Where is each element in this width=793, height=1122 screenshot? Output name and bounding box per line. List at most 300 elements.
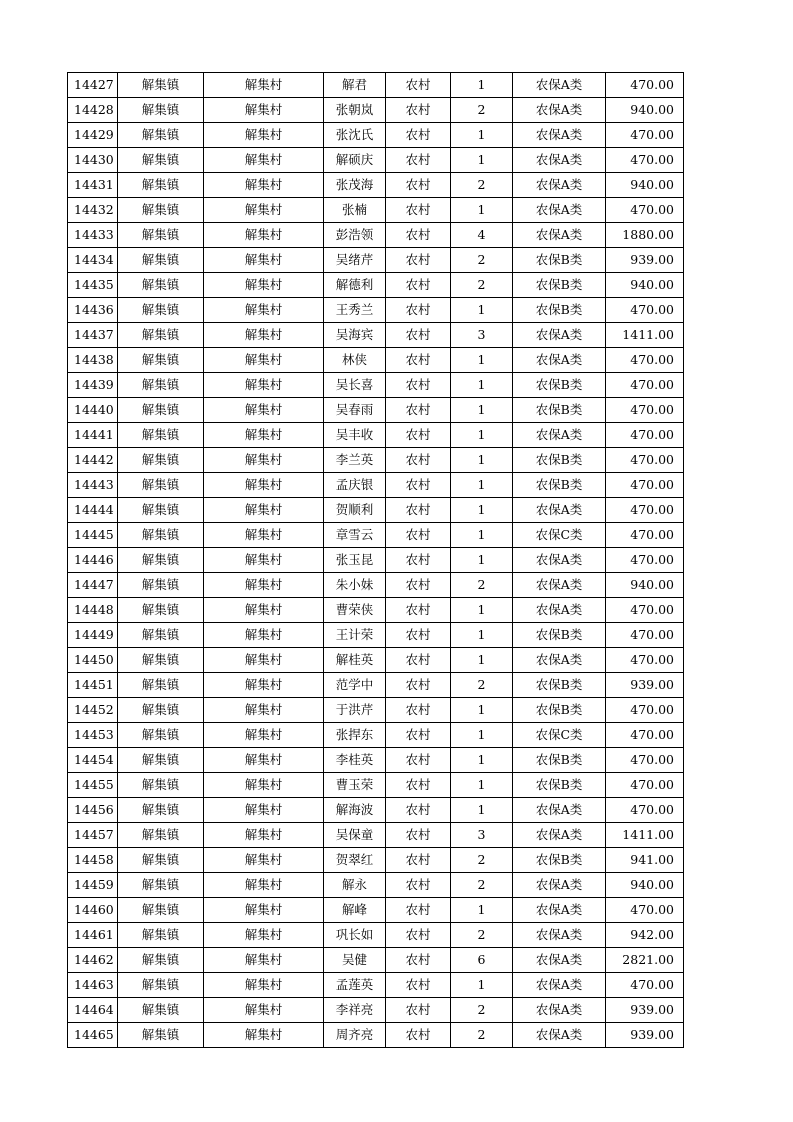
village-cell: 解集村 — [204, 573, 324, 598]
household-count-cell: 1 — [451, 748, 513, 773]
area-type-cell: 农村 — [386, 723, 451, 748]
record-id-cell: 14427 — [68, 73, 118, 98]
name-cell: 曹玉荣 — [324, 773, 386, 798]
table-row — [68, 848, 684, 873]
household-count-cell: 1 — [451, 973, 513, 998]
insurance-category-cell: 农保A类 — [513, 823, 606, 848]
town-cell: 解集镇 — [118, 673, 204, 698]
household-count-cell: 2 — [451, 273, 513, 298]
village-cell: 解集村 — [204, 373, 324, 398]
record-id-cell: 14432 — [68, 198, 118, 223]
area-type-cell: 农村 — [386, 323, 451, 348]
town-cell: 解集镇 — [118, 773, 204, 798]
table-row — [68, 573, 684, 598]
insurance-category-cell: 农保B类 — [513, 698, 606, 723]
household-count-cell: 1 — [451, 548, 513, 573]
household-count-cell: 1 — [451, 498, 513, 523]
name-cell: 吴长喜 — [324, 373, 386, 398]
amount-cell: 940.00 — [606, 173, 684, 198]
village-cell: 解集村 — [204, 798, 324, 823]
record-id-cell: 14455 — [68, 773, 118, 798]
insurance-category-cell: 农保A类 — [513, 223, 606, 248]
table-row — [68, 648, 684, 673]
table-row — [68, 948, 684, 973]
area-type-cell: 农村 — [386, 148, 451, 173]
insurance-category-cell: 农保B类 — [513, 773, 606, 798]
amount-cell: 941.00 — [606, 848, 684, 873]
record-id-cell: 14429 — [68, 123, 118, 148]
town-cell: 解集镇 — [118, 898, 204, 923]
record-id-cell: 14442 — [68, 448, 118, 473]
household-count-cell: 1 — [451, 373, 513, 398]
town-cell: 解集镇 — [118, 948, 204, 973]
town-cell: 解集镇 — [118, 798, 204, 823]
town-cell: 解集镇 — [118, 548, 204, 573]
village-cell: 解集村 — [204, 298, 324, 323]
table-row — [68, 723, 684, 748]
insurance-category-cell: 农保A类 — [513, 998, 606, 1023]
amount-cell: 470.00 — [606, 498, 684, 523]
amount-cell: 470.00 — [606, 698, 684, 723]
record-id-cell: 14438 — [68, 348, 118, 373]
amount-cell: 470.00 — [606, 198, 684, 223]
insurance-category-cell: 农保A类 — [513, 323, 606, 348]
town-cell: 解集镇 — [118, 923, 204, 948]
insurance-category-cell: 农保A类 — [513, 348, 606, 373]
name-cell: 解桂英 — [324, 648, 386, 673]
area-type-cell: 农村 — [386, 598, 451, 623]
table-row — [68, 198, 684, 223]
record-id-cell: 14449 — [68, 623, 118, 648]
table-row — [68, 298, 684, 323]
insurance-category-cell: 农保A类 — [513, 173, 606, 198]
village-cell: 解集村 — [204, 198, 324, 223]
insurance-category-cell: 农保A类 — [513, 898, 606, 923]
town-cell: 解集镇 — [118, 248, 204, 273]
village-cell: 解集村 — [204, 73, 324, 98]
table-row — [68, 123, 684, 148]
town-cell: 解集镇 — [118, 273, 204, 298]
amount-cell: 470.00 — [606, 798, 684, 823]
town-cell: 解集镇 — [118, 1023, 204, 1048]
insurance-category-cell: 农保A类 — [513, 798, 606, 823]
table-row — [68, 398, 684, 423]
village-cell: 解集村 — [204, 873, 324, 898]
amount-cell: 940.00 — [606, 873, 684, 898]
amount-cell: 470.00 — [606, 448, 684, 473]
household-count-cell: 1 — [451, 398, 513, 423]
table-row — [68, 998, 684, 1023]
amount-cell: 939.00 — [606, 998, 684, 1023]
name-cell: 解永 — [324, 873, 386, 898]
area-type-cell: 农村 — [386, 123, 451, 148]
name-cell: 李祥亮 — [324, 998, 386, 1023]
area-type-cell: 农村 — [386, 398, 451, 423]
household-count-cell: 1 — [451, 648, 513, 673]
amount-cell: 470.00 — [606, 598, 684, 623]
insurance-category-cell: 农保A类 — [513, 598, 606, 623]
amount-cell: 470.00 — [606, 523, 684, 548]
village-cell: 解集村 — [204, 148, 324, 173]
name-cell: 张捍东 — [324, 723, 386, 748]
household-count-cell: 3 — [451, 823, 513, 848]
record-id-cell: 14436 — [68, 298, 118, 323]
village-cell: 解集村 — [204, 848, 324, 873]
area-type-cell: 农村 — [386, 298, 451, 323]
town-cell: 解集镇 — [118, 323, 204, 348]
amount-cell: 470.00 — [606, 398, 684, 423]
name-cell: 张茂海 — [324, 173, 386, 198]
record-id-cell: 14445 — [68, 523, 118, 548]
village-cell: 解集村 — [204, 823, 324, 848]
village-cell: 解集村 — [204, 948, 324, 973]
record-id-cell: 14435 — [68, 273, 118, 298]
table-row — [68, 1023, 684, 1048]
town-cell: 解集镇 — [118, 198, 204, 223]
town-cell: 解集镇 — [118, 373, 204, 398]
area-type-cell: 农村 — [386, 898, 451, 923]
name-cell: 巩长如 — [324, 923, 386, 948]
amount-cell: 470.00 — [606, 973, 684, 998]
amount-cell: 470.00 — [606, 623, 684, 648]
amount-cell: 470.00 — [606, 723, 684, 748]
town-cell: 解集镇 — [118, 748, 204, 773]
name-cell: 张楠 — [324, 198, 386, 223]
record-id-cell: 14441 — [68, 423, 118, 448]
name-cell: 李桂英 — [324, 748, 386, 773]
village-cell: 解集村 — [204, 973, 324, 998]
record-id-cell: 14443 — [68, 473, 118, 498]
amount-cell: 470.00 — [606, 548, 684, 573]
insurance-category-cell: 农保A类 — [513, 573, 606, 598]
table-row — [68, 698, 684, 723]
village-cell: 解集村 — [204, 248, 324, 273]
name-cell: 张朝岚 — [324, 98, 386, 123]
table-row — [68, 823, 684, 848]
amount-cell: 942.00 — [606, 923, 684, 948]
table-row — [68, 323, 684, 348]
village-cell: 解集村 — [204, 398, 324, 423]
town-cell: 解集镇 — [118, 423, 204, 448]
amount-cell: 940.00 — [606, 273, 684, 298]
record-id-cell: 14454 — [68, 748, 118, 773]
record-id-cell: 14447 — [68, 573, 118, 598]
area-type-cell: 农村 — [386, 698, 451, 723]
household-count-cell: 1 — [451, 198, 513, 223]
town-cell: 解集镇 — [118, 398, 204, 423]
insurance-category-cell: 农保A类 — [513, 148, 606, 173]
area-type-cell: 农村 — [386, 923, 451, 948]
village-cell: 解集村 — [204, 898, 324, 923]
village-cell: 解集村 — [204, 923, 324, 948]
insurance-category-cell: 农保A类 — [513, 873, 606, 898]
record-id-cell: 14460 — [68, 898, 118, 923]
name-cell: 解德利 — [324, 273, 386, 298]
name-cell: 贺翠红 — [324, 848, 386, 873]
household-count-cell: 3 — [451, 323, 513, 348]
town-cell: 解集镇 — [118, 698, 204, 723]
area-type-cell: 农村 — [386, 248, 451, 273]
insurance-category-cell: 农保A类 — [513, 98, 606, 123]
name-cell: 吴健 — [324, 948, 386, 973]
record-id-cell: 14452 — [68, 698, 118, 723]
area-type-cell: 农村 — [386, 523, 451, 548]
town-cell: 解集镇 — [118, 73, 204, 98]
insurance-category-cell: 农保B类 — [513, 398, 606, 423]
record-id-cell: 14450 — [68, 648, 118, 673]
area-type-cell: 农村 — [386, 873, 451, 898]
record-id-cell: 14461 — [68, 923, 118, 948]
household-count-cell: 2 — [451, 173, 513, 198]
household-count-cell: 1 — [451, 473, 513, 498]
town-cell: 解集镇 — [118, 473, 204, 498]
table-row — [68, 523, 684, 548]
table-row — [68, 798, 684, 823]
name-cell: 周齐亮 — [324, 1023, 386, 1048]
insurance-category-cell: 农保B类 — [513, 248, 606, 273]
insurance-category-cell: 农保B类 — [513, 273, 606, 298]
insurance-category-cell: 农保A类 — [513, 423, 606, 448]
amount-cell: 2821.00 — [606, 948, 684, 973]
insurance-category-cell: 农保B类 — [513, 623, 606, 648]
household-count-cell: 4 — [451, 223, 513, 248]
amount-cell: 470.00 — [606, 148, 684, 173]
name-cell: 贺顺利 — [324, 498, 386, 523]
record-id-cell: 14459 — [68, 873, 118, 898]
village-cell: 解集村 — [204, 648, 324, 673]
name-cell: 解硕庆 — [324, 148, 386, 173]
name-cell: 章雪云 — [324, 523, 386, 548]
name-cell: 孟莲英 — [324, 973, 386, 998]
area-type-cell: 农村 — [386, 848, 451, 873]
record-id-cell: 14433 — [68, 223, 118, 248]
table-row — [68, 473, 684, 498]
area-type-cell: 农村 — [386, 823, 451, 848]
household-count-cell: 2 — [451, 673, 513, 698]
household-count-cell: 1 — [451, 448, 513, 473]
village-cell: 解集村 — [204, 748, 324, 773]
area-type-cell: 农村 — [386, 573, 451, 598]
amount-cell: 470.00 — [606, 348, 684, 373]
area-type-cell: 农村 — [386, 348, 451, 373]
amount-cell: 470.00 — [606, 898, 684, 923]
insurance-category-cell: 农保A类 — [513, 198, 606, 223]
household-count-cell: 2 — [451, 98, 513, 123]
area-type-cell: 农村 — [386, 198, 451, 223]
name-cell: 吴春雨 — [324, 398, 386, 423]
amount-cell: 470.00 — [606, 123, 684, 148]
amount-cell: 470.00 — [606, 748, 684, 773]
household-count-cell: 2 — [451, 573, 513, 598]
town-cell: 解集镇 — [118, 623, 204, 648]
household-count-cell: 2 — [451, 923, 513, 948]
name-cell: 王计荣 — [324, 623, 386, 648]
area-type-cell: 农村 — [386, 498, 451, 523]
table-row — [68, 223, 684, 248]
insurance-category-cell: 农保C类 — [513, 523, 606, 548]
record-id-cell: 14439 — [68, 373, 118, 398]
village-cell: 解集村 — [204, 498, 324, 523]
area-type-cell: 农村 — [386, 473, 451, 498]
village-cell: 解集村 — [204, 548, 324, 573]
amount-cell: 1880.00 — [606, 223, 684, 248]
amount-cell: 939.00 — [606, 1023, 684, 1048]
record-id-cell: 14463 — [68, 973, 118, 998]
amount-cell: 940.00 — [606, 573, 684, 598]
town-cell: 解集镇 — [118, 298, 204, 323]
table-row — [68, 548, 684, 573]
area-type-cell: 农村 — [386, 173, 451, 198]
record-id-cell: 14448 — [68, 598, 118, 623]
table-row — [68, 498, 684, 523]
amount-cell: 940.00 — [606, 98, 684, 123]
village-cell: 解集村 — [204, 423, 324, 448]
amount-cell: 470.00 — [606, 648, 684, 673]
name-cell: 林侠 — [324, 348, 386, 373]
area-type-cell: 农村 — [386, 748, 451, 773]
table-body — [68, 73, 684, 1048]
town-cell: 解集镇 — [118, 98, 204, 123]
record-id-cell: 14430 — [68, 148, 118, 173]
table-row — [68, 248, 684, 273]
record-id-cell: 14428 — [68, 98, 118, 123]
name-cell: 张玉昆 — [324, 548, 386, 573]
area-type-cell: 农村 — [386, 223, 451, 248]
household-count-cell: 1 — [451, 73, 513, 98]
table-row — [68, 973, 684, 998]
name-cell: 范学中 — [324, 673, 386, 698]
table-row — [68, 373, 684, 398]
table-row — [68, 923, 684, 948]
town-cell: 解集镇 — [118, 998, 204, 1023]
household-count-cell: 1 — [451, 773, 513, 798]
town-cell: 解集镇 — [118, 823, 204, 848]
area-type-cell: 农村 — [386, 773, 451, 798]
household-count-cell: 1 — [451, 623, 513, 648]
table-row — [68, 73, 684, 98]
table-row — [68, 598, 684, 623]
area-type-cell: 农村 — [386, 648, 451, 673]
village-cell: 解集村 — [204, 1023, 324, 1048]
record-id-cell: 14462 — [68, 948, 118, 973]
table-row — [68, 448, 684, 473]
village-cell: 解集村 — [204, 623, 324, 648]
insurance-category-cell: 农保A类 — [513, 648, 606, 673]
village-cell: 解集村 — [204, 473, 324, 498]
record-id-cell: 14451 — [68, 673, 118, 698]
record-id-cell: 14437 — [68, 323, 118, 348]
household-count-cell: 2 — [451, 998, 513, 1023]
amount-cell: 939.00 — [606, 248, 684, 273]
village-cell: 解集村 — [204, 173, 324, 198]
area-type-cell: 农村 — [386, 673, 451, 698]
name-cell: 王秀兰 — [324, 298, 386, 323]
village-cell: 解集村 — [204, 123, 324, 148]
town-cell: 解集镇 — [118, 223, 204, 248]
town-cell: 解集镇 — [118, 723, 204, 748]
household-count-cell: 1 — [451, 798, 513, 823]
town-cell: 解集镇 — [118, 348, 204, 373]
name-cell: 吴绪芹 — [324, 248, 386, 273]
insurance-category-cell: 农保A类 — [513, 73, 606, 98]
name-cell: 于洪芹 — [324, 698, 386, 723]
town-cell: 解集镇 — [118, 523, 204, 548]
name-cell: 吴丰收 — [324, 423, 386, 448]
table-row — [68, 873, 684, 898]
amount-cell: 470.00 — [606, 298, 684, 323]
village-cell: 解集村 — [204, 698, 324, 723]
amount-cell: 470.00 — [606, 73, 684, 98]
town-cell: 解集镇 — [118, 873, 204, 898]
town-cell: 解集镇 — [118, 848, 204, 873]
household-count-cell: 1 — [451, 148, 513, 173]
area-type-cell: 农村 — [386, 948, 451, 973]
household-count-cell: 1 — [451, 598, 513, 623]
area-type-cell: 农村 — [386, 98, 451, 123]
name-cell: 吴保童 — [324, 823, 386, 848]
amount-cell: 470.00 — [606, 773, 684, 798]
insurance-category-cell: 农保B类 — [513, 448, 606, 473]
name-cell: 解君 — [324, 73, 386, 98]
household-count-cell: 2 — [451, 248, 513, 273]
area-type-cell: 农村 — [386, 373, 451, 398]
table-row — [68, 423, 684, 448]
record-id-cell: 14446 — [68, 548, 118, 573]
insurance-category-cell: 农保A类 — [513, 123, 606, 148]
village-cell: 解集村 — [204, 773, 324, 798]
village-cell: 解集村 — [204, 348, 324, 373]
area-type-cell: 农村 — [386, 998, 451, 1023]
name-cell: 吴海宾 — [324, 323, 386, 348]
name-cell: 彭浩领 — [324, 223, 386, 248]
household-count-cell: 1 — [451, 298, 513, 323]
table-row — [68, 348, 684, 373]
town-cell: 解集镇 — [118, 173, 204, 198]
household-count-cell: 1 — [451, 723, 513, 748]
household-count-cell: 2 — [451, 1023, 513, 1048]
record-id-cell: 14464 — [68, 998, 118, 1023]
area-type-cell: 农村 — [386, 423, 451, 448]
amount-cell: 470.00 — [606, 473, 684, 498]
area-type-cell: 农村 — [386, 273, 451, 298]
household-count-cell: 1 — [451, 348, 513, 373]
record-id-cell: 14456 — [68, 798, 118, 823]
table-row — [68, 898, 684, 923]
insurance-category-cell: 农保B类 — [513, 848, 606, 873]
area-type-cell: 农村 — [386, 1023, 451, 1048]
village-cell: 解集村 — [204, 273, 324, 298]
town-cell: 解集镇 — [118, 973, 204, 998]
insurance-category-cell: 农保B类 — [513, 673, 606, 698]
table-row — [68, 98, 684, 123]
household-count-cell: 1 — [451, 898, 513, 923]
insurance-category-cell: 农保A类 — [513, 1023, 606, 1048]
town-cell: 解集镇 — [118, 598, 204, 623]
insurance-category-cell: 农保B类 — [513, 373, 606, 398]
household-count-cell: 1 — [451, 523, 513, 548]
name-cell: 朱小妹 — [324, 573, 386, 598]
village-cell: 解集村 — [204, 673, 324, 698]
name-cell: 解峰 — [324, 898, 386, 923]
insurance-category-cell: 农保B类 — [513, 298, 606, 323]
household-count-cell: 2 — [451, 848, 513, 873]
area-type-cell: 农村 — [386, 798, 451, 823]
village-cell: 解集村 — [204, 523, 324, 548]
record-id-cell: 14434 — [68, 248, 118, 273]
village-cell: 解集村 — [204, 723, 324, 748]
village-cell: 解集村 — [204, 598, 324, 623]
record-id-cell: 14457 — [68, 823, 118, 848]
